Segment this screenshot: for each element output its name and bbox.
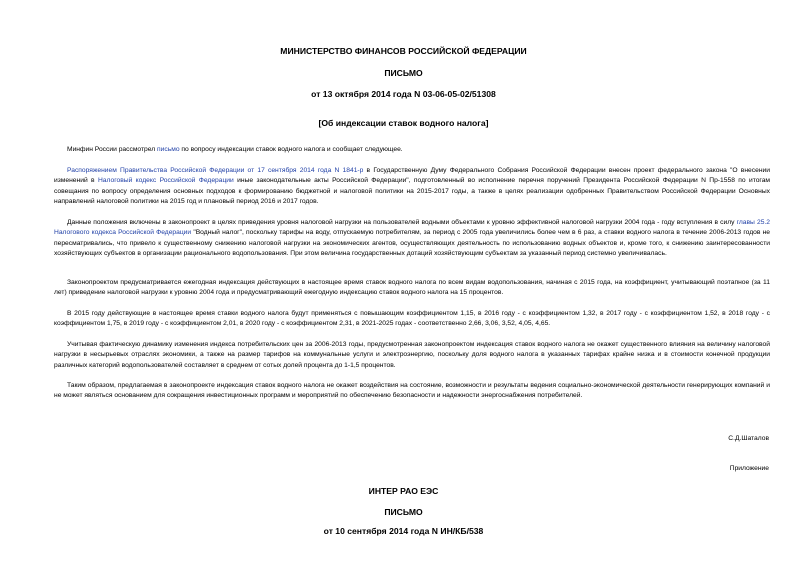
paragraph-6: Учитывая фактическую динамику изменения индекса потребительских цен за 2006-2013 годы, предусмотренная законопроектом индексация ставок водного налога не окажет существенного влияния на величину налоговой нагрузки в несырьевых отраслях экономики, а также на размер тарифов на коммунальные услуги и электроэнергию, поскольку доля водного налога в указанных тарифах крайне низка и в стоимости конечной продукции различных категорий водопользователей составляет в среднем от сотых долей процента до 1-1,5 процентов. [54, 341, 770, 369]
tax-code-link[interactable]: Налоговый кодекс Российской Федерации [97, 177, 234, 185]
paragraph-1-text-b: по вопросу индексации ставок водного налога и сообщает следующее. [179, 146, 403, 153]
paragraph-3-text-a: Данные положения включены в законопроект в целях приведения уровня налоговой нагрузки на пользователей водными объектами к уровню эффективной налоговой нагрузки 2004 года - году вступления в силу [67, 219, 737, 226]
chapter-25-2-link[interactable]: главы 25.2 Налогового кодекса Российской Федерации [54, 219, 770, 237]
paragraph-2-text-b: иные законодательные акты Российской Федерации", подготовленный во исполнение перечня поручений Президента Российской Федерации N Пр-1558 по итогам совещания по вопросу определения основных подходов к формированию бюджетной и налоговой политики на 2015-2017 годы, а также в целях реализации одобренных Правительством Российской Федерации Основных направлений налоговой политики на 2015 год и плановый период 2016 и 2017 годов. [54, 177, 771, 206]
paragraph-5: В 2015 году действующие в настоящее время ставки водного налога будут применяться с повышающим коэффициентом 1,15, в 2016 году - с коэффициентом 1,32, в 2017 году - с коэффициентом 1,52, в 2018 году - с коэффициентом 1,75, в 2019 году - с коэффициентом 2,01, в 2020 году - с коэффициентом 2,31, в 2021-2025 годах - соответственно 2,66, 3,06, 3,52, 4,05, 4,65. [54, 310, 770, 328]
letter-type: ПИСЬМО [384, 68, 423, 78]
appendix-org: ИНТЕР РАО ЕЭС [368, 486, 439, 496]
paragraph-4: Законопроектом предусматривается ежегодная индексация действующих в настоящее время ставок водного налога по всем видам водопользования, начиная с 2015 года, на коэффициент, учитывающий поэтапное (за 11 лет) приведение налоговой нагрузки к уровню 2004 года и предусматривающий ежегодную индексацию ставок водного налога на 15 процентов. [54, 279, 770, 297]
paragraph-7: Таким образом, предлагаемая в законопроекте индексация ставок водного налога не окажет воздействия на состояние, возможности и результаты ведения социально-экономической деятельности генерирующих компаний и не может являться основанием для сокращения инвестиционных программ и мероприятий по обеспечению безопасности и надежности энергоснабжения потребителей. [54, 382, 770, 400]
government-order-link[interactable]: Распоряжением Правительства Российской Федерации от 17 сентября 2014 года N 1841-р [67, 167, 364, 174]
letter-date-number: от 13 октября 2014 года N 03-06-05-02/51308 [311, 89, 496, 99]
paragraph-2-text-a: в Государственную Думу Федерального Собрания Российской Федерации внесен проект федерального закона "О внесении изменений в [54, 167, 770, 185]
appendix-letter-type: ПИСЬМО [384, 507, 423, 517]
paragraph-2 [54, 166, 770, 208]
letter-subject: [Об индексации ставок водного налога] [318, 118, 489, 128]
ministry-title: МИНИСТЕРСТВО ФИНАНСОВ РОССИЙСКОЙ ФЕДЕРАЦИИ [280, 46, 527, 56]
appendix-date-number: от 10 сентября 2014 года N ИН/КБ/538 [323, 526, 484, 536]
signature: С.Д.Шаталов [728, 435, 769, 442]
paragraph-1 [54, 145, 770, 155]
paragraph-1-text-a: Минфин России рассмотрел [67, 146, 158, 153]
paragraph-3-text-b: "Водный налог", поскольку тарифы на воду, отпускаемую потребителям, за период с 2005 года увеличились более чем в 6 раз, а ставки водного налога в течение 2006-2013 годов не пересматривались, что привело к существенному снижению налоговой нагрузки на экономических агентов, осуществляющих деятельность по использованию водных объектов и, кроме того, к снижению заинтересованности хозяйствующих субъектов в организации рационального водопользования. При этом величина государственных дотаций хозяйствующим субъектам за указанный период системно увеличивалась. [54, 229, 770, 258]
appendix-label: Приложение [729, 465, 769, 472]
paragraph-3 [54, 218, 770, 260]
letter-link[interactable]: письмо [157, 146, 180, 153]
